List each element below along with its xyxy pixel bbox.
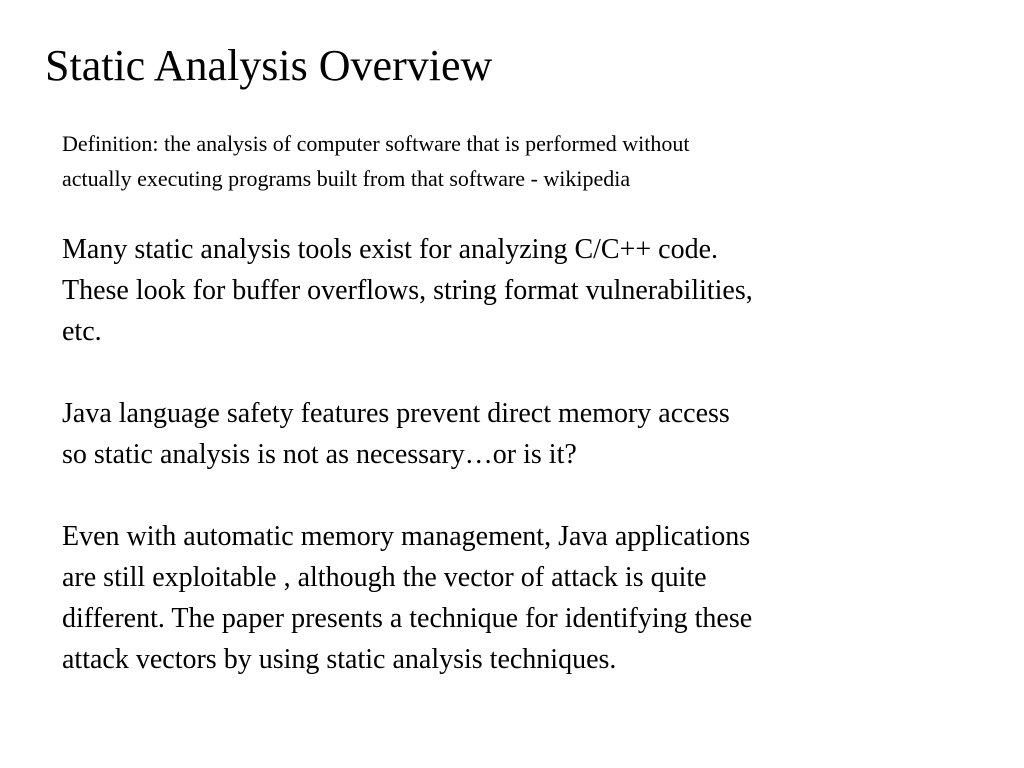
paragraph-line: Many static analysis tools exist for analyzing C/C++ code. [62, 234, 719, 265]
paragraph-java-safety [62, 393, 962, 475]
definition-text [62, 126, 962, 196]
definition-line: Definition: the analysis of computer software that is performed without [62, 131, 690, 156]
paragraph-line: are still exploitable , although the vector of attack is quite [62, 562, 707, 593]
paragraph-line: Even with automatic memory management, Java applications [62, 521, 751, 552]
slide-title: Static Analysis Overview [45, 41, 493, 90]
paragraph-line: different. The paper presents a technique for identifying these [62, 603, 753, 634]
paragraph-line: so static analysis is not as necessary…or is it? [62, 439, 577, 470]
paragraph-line: attack vectors by using static analysis techniques. [62, 644, 617, 675]
paragraph-line: etc. [62, 316, 102, 347]
paragraph-c-cpp-tools [62, 229, 962, 352]
paragraph-line: These look for buffer overflows, string format vulnerabilities, [62, 275, 753, 306]
paragraph-java-exploitable [62, 516, 962, 680]
definition-line: actually executing programs built from that software - wikipedia [62, 166, 631, 191]
paragraph-line: Java language safety features prevent direct memory access [62, 398, 730, 429]
